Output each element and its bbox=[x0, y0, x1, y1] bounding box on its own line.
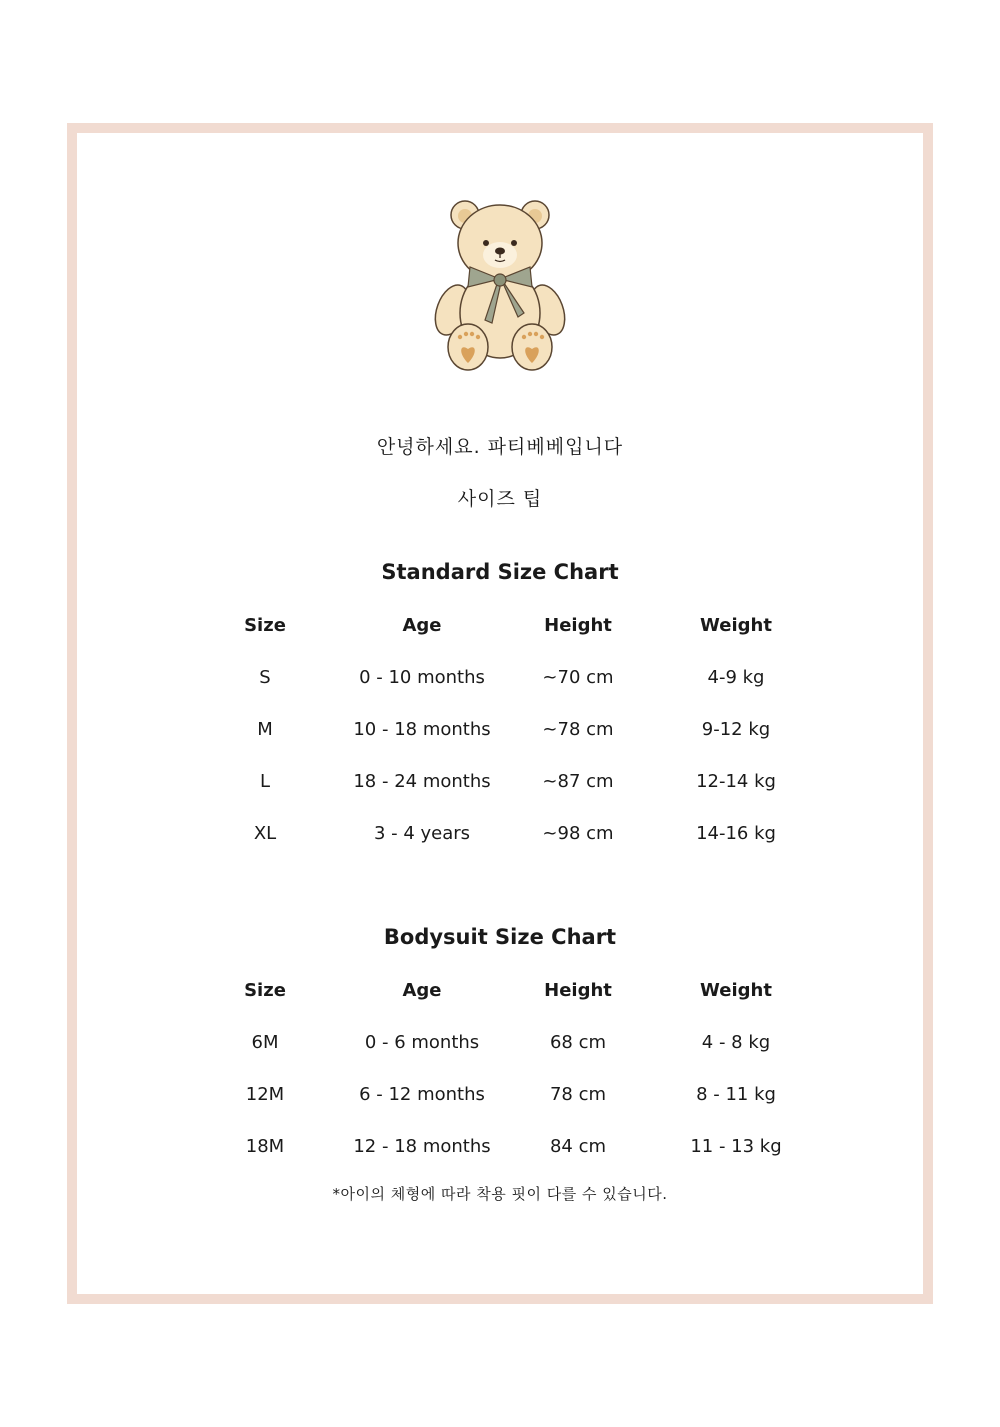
cell-weight: 12-14 kg bbox=[696, 771, 776, 792]
cell-age: 10 - 18 months bbox=[353, 719, 491, 740]
table-row bbox=[0, 1032, 1000, 1062]
header-weight: Weight bbox=[700, 980, 772, 1001]
table-row bbox=[0, 719, 1000, 749]
cell-height: ~87 cm bbox=[542, 771, 614, 792]
header-age: Age bbox=[402, 980, 442, 1001]
table-row bbox=[0, 823, 1000, 853]
table-row bbox=[0, 667, 1000, 697]
cell-age: 6 - 12 months bbox=[359, 1084, 485, 1105]
cell-weight: 8 - 11 kg bbox=[696, 1084, 776, 1105]
standard-header-row bbox=[0, 615, 1000, 645]
cell-size: 6M bbox=[251, 1032, 279, 1053]
bodysuit-header-row bbox=[0, 980, 1000, 1010]
cell-weight: 4-9 kg bbox=[707, 667, 765, 688]
subtitle-text: 사이즈 팁 bbox=[457, 488, 543, 510]
table-row bbox=[0, 1136, 1000, 1166]
cell-size: XL bbox=[253, 823, 277, 844]
bodysuit-chart-title: Bodysuit Size Chart bbox=[383, 925, 617, 949]
greeting-text: 안녕하세요. 파티베베입니다 bbox=[376, 436, 624, 458]
header-age: Age bbox=[402, 615, 442, 636]
teddy-bear-illustration bbox=[430, 195, 570, 375]
standard-chart-title: Standard Size Chart bbox=[381, 560, 619, 584]
cell-height: 68 cm bbox=[549, 1032, 607, 1053]
cell-weight: 9-12 kg bbox=[701, 719, 771, 740]
cell-weight: 11 - 13 kg bbox=[690, 1136, 782, 1157]
header-height: Height bbox=[544, 615, 612, 636]
cell-size: 12M bbox=[245, 1084, 285, 1105]
cell-age: 18 - 24 months bbox=[353, 771, 491, 792]
cell-height: 84 cm bbox=[549, 1136, 607, 1157]
cell-age: 12 - 18 months bbox=[353, 1136, 491, 1157]
cell-height: ~98 cm bbox=[542, 823, 614, 844]
table-row bbox=[0, 771, 1000, 801]
cell-size: 18M bbox=[245, 1136, 285, 1157]
table-row bbox=[0, 1084, 1000, 1114]
fit-note: *아이의 체형에 따라 착용 핏이 다를 수 있습니다. bbox=[332, 1185, 668, 1203]
cell-age: 3 - 4 years bbox=[373, 823, 471, 844]
cell-size: M bbox=[257, 719, 273, 740]
cell-weight: 4 - 8 kg bbox=[701, 1032, 771, 1053]
cell-age: 0 - 10 months bbox=[359, 667, 485, 688]
header-size: Size bbox=[244, 980, 286, 1001]
cell-height: ~70 cm bbox=[542, 667, 614, 688]
cell-size: L bbox=[259, 771, 271, 792]
cell-height: ~78 cm bbox=[542, 719, 614, 740]
header-height: Height bbox=[544, 980, 612, 1001]
cell-height: 78 cm bbox=[549, 1084, 607, 1105]
cell-age: 0 - 6 months bbox=[364, 1032, 480, 1053]
header-size: Size bbox=[244, 615, 286, 636]
header-weight: Weight bbox=[700, 615, 772, 636]
cell-weight: 14-16 kg bbox=[696, 823, 776, 844]
cell-size: S bbox=[259, 667, 271, 688]
